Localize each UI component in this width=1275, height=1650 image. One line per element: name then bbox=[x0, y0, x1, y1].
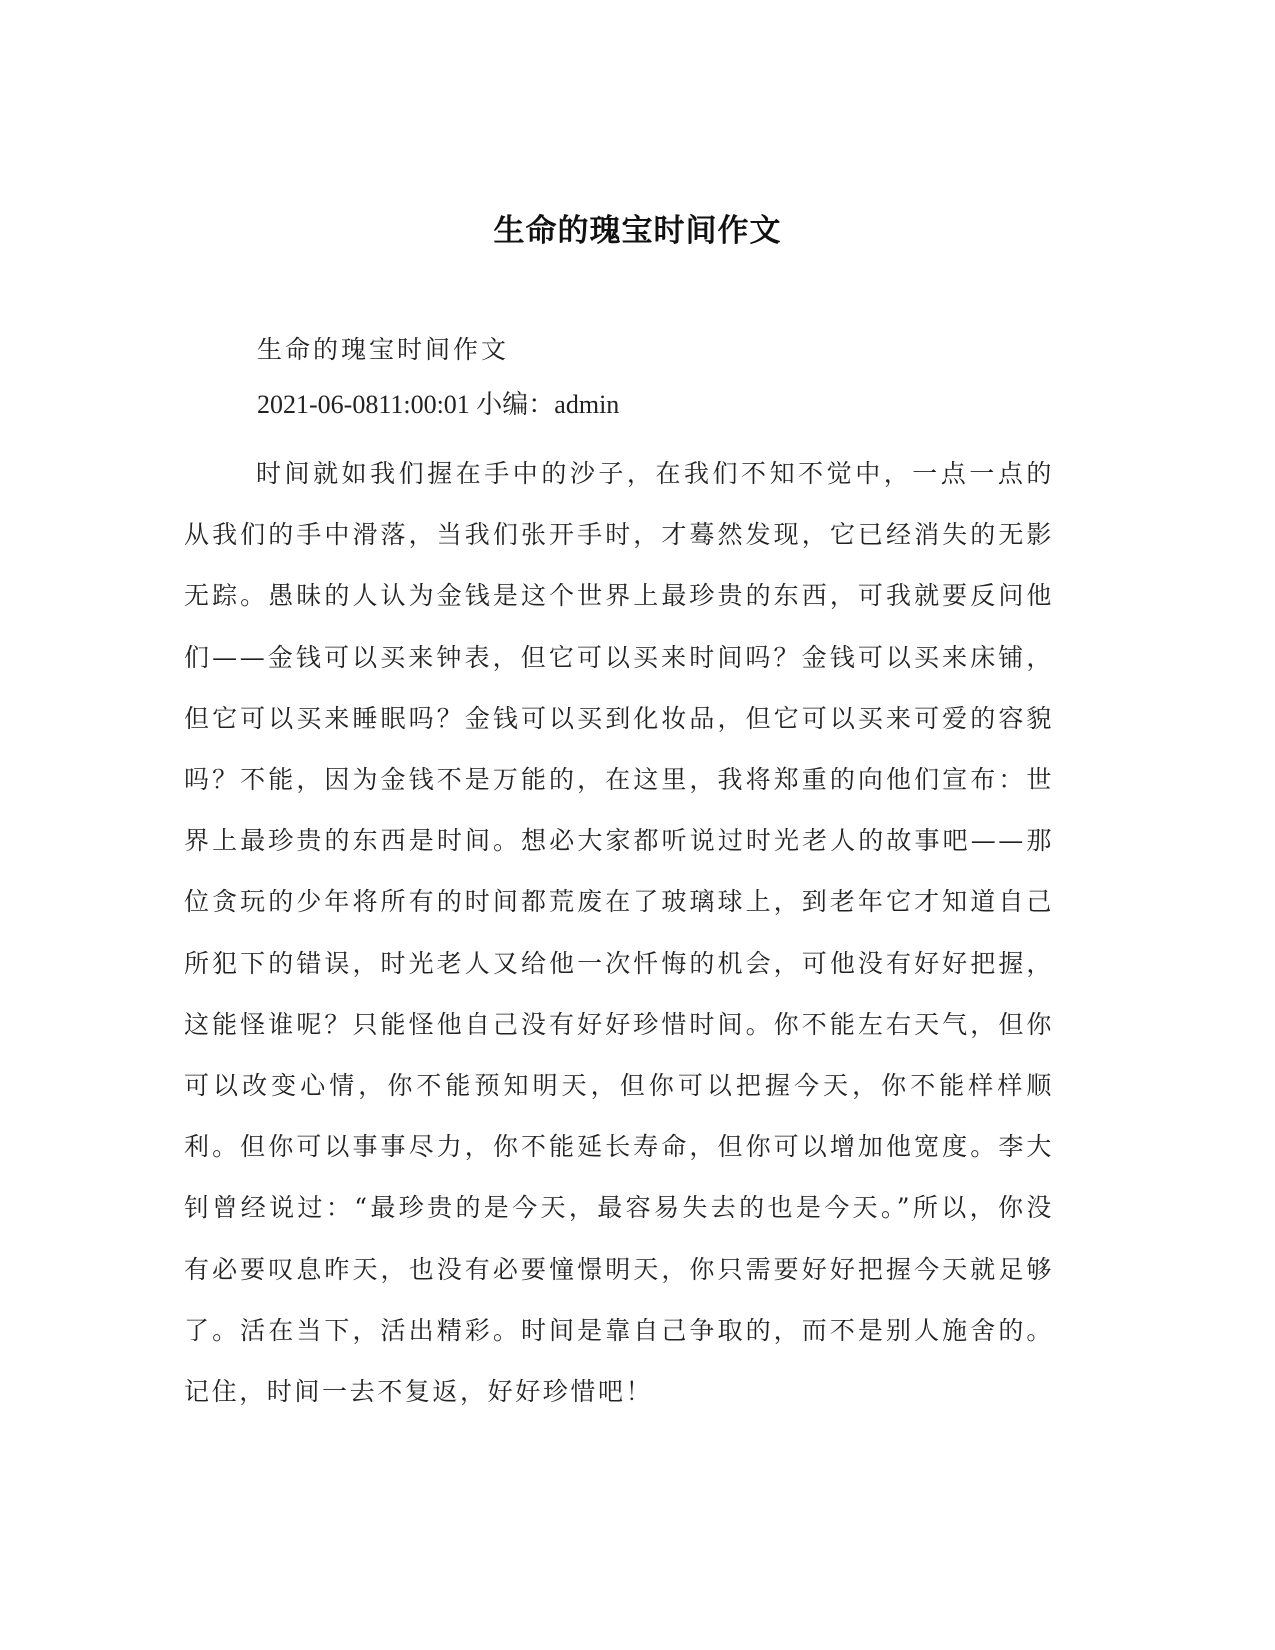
page-title: 生命的瑰宝时间作文 bbox=[493, 213, 782, 249]
article-body: 时间就如我们握在手中的沙子，在我们不知不觉中，一点一点的从我们的手中滑落，当我们张开手时，才蓦然发现，它已经消失的无影无踪。愚昧的人认为金钱是这个世界上最珍贵的东西，可我就要反问他们——金钱可以买来钟表，但它可以买来时间吗？金钱可以买来床铺，但它可以买来睡眠吗？金钱可以买到化妆品，但它可以买来可爱的容貌吗？不能，因为金钱不是万能的，在这里，我将郑重的向他们宣布：世界上最珍贵的东西是时间。想必大家都听说过时光老人的故事吧——那位贪玩的少年将所有的时间都荒废在了玻璃球上，到老年它才知道自己所犯下的错误，时光老人又给他一次忏悔的机会，可他没有好好把握，这能怪谁呢？只能怪他自己没有好好珍惜时间。你不能左右天气，但你可以改变心情，你不能预知明天，但你可以把握今天，你不能样样顺利。但你可以事事尽力，你不能延长寿命，但你可以增加他宽度。李大钊曾经说过：“最珍贵的是今天，最容易失去的也是今天。”所以，你没有必要叹息昨天，也没有必要憧憬明天，你只需要好好把握今天就足够了。活在当下，活出精彩。时间是靠自己争取的，而不是别人施舍的。记住，时间一去不复返，好好珍惜吧！ bbox=[184, 459, 1054, 1407]
article-subtitle: 生命的瑰宝时间作文 bbox=[257, 335, 510, 364]
article-meta: 2021-06-0811:00:01 小编：admin bbox=[257, 390, 620, 419]
